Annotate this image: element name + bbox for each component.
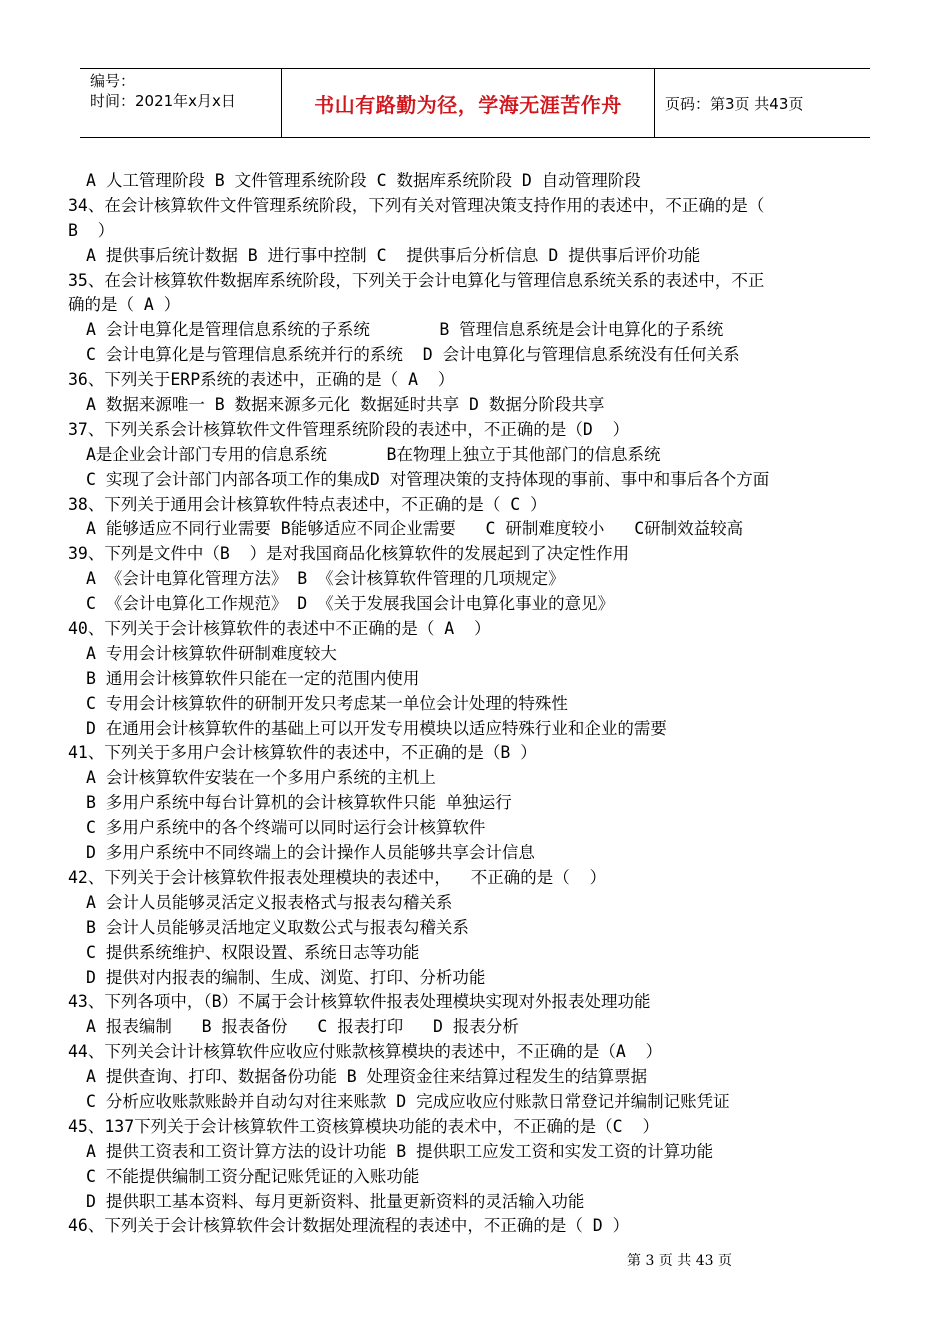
option-line: C 专用会计核算软件的研制开发只考虑某一单位会计处理的特殊性 <box>86 693 568 713</box>
option-line: D 提供对内报表的编制、生成、浏览、打印、分析功能 <box>86 967 486 987</box>
option-line: C 《会计电算化工作规范》 D 《关于发展我国会计电算化事业的意见》 <box>86 594 615 614</box>
header-left-cell <box>80 69 282 137</box>
option-line: C 提供系统维护、权限设置、系统日志等功能 <box>86 942 420 962</box>
header-motto-cell <box>282 69 655 137</box>
question-line: 41、下列关于多用户会计核算软件的表述中，不正确的是（B ） <box>68 743 537 763</box>
option-line: C 实现了会计部门内部各项工作的集成D 对管理决策的支持体现的事前、事中和事后各个方面 <box>86 469 770 489</box>
document-date-label: 时间：2021年x月x日 <box>90 92 236 110</box>
question-line: 37、下列关系会计核算软件文件管理系统阶段的表述中，不正确的是（D ） <box>68 419 630 439</box>
option-line: A 报表编制 B 报表备份 C 报表打印 D 报表分析 <box>86 1017 519 1037</box>
question-line: 46、下列关于会计核算软件会计数据处理流程的表述中，不正确的是（ D ） <box>68 1216 630 1236</box>
question-line: B ） <box>68 220 115 240</box>
question-line: 45、137下列关于会计核算软件工资核算模块功能的表术中，不正确的是（C ） <box>68 1116 659 1136</box>
option-line: A 数据来源唯一 B 数据来源多元化 数据延时共享 D 数据分阶段共享 <box>86 395 605 415</box>
option-line: A 会计电算化是管理信息系统的子系统 B 管理信息系统是会计电算化的子系统 <box>86 320 724 340</box>
header-motto: 书山有路勤为径，学海无涯苦作舟 <box>314 92 622 117</box>
question-line: 40、下列关于会计核算软件的表述中不正确的是（ A ） <box>68 619 491 639</box>
header-right-cell <box>655 69 870 137</box>
option-line: D 提供职工基本资料、每月更新资料、批量更新资料的灵活输入功能 <box>86 1191 585 1211</box>
question-line: 38、下列关于通用会计核算软件特点表述中，不正确的是（ C ） <box>68 494 547 514</box>
option-line: A 会计核算软件安装在一个多用户系统的主机上 <box>86 768 436 788</box>
option-line: A是企业会计部门专用的信息系统 B在物理上独立于其他部门的信息系统 <box>86 444 661 464</box>
option-line: A 《会计电算化管理方法》 B 《会计核算软件管理的几项规定》 <box>86 569 565 589</box>
option-line: A 会计人员能够灵活定义报表格式与报表勾稽关系 <box>86 892 453 912</box>
option-line: A 专用会计核算软件研制难度较大 <box>86 643 337 663</box>
question-line: 34、在会计核算软件文件管理系统阶段，下列有关对管理决策支持作用的表述中，不正确的是（ <box>68 195 765 215</box>
option-line: A 提供事后统计数据 B 进行事中控制 C 提供事后分析信息 D 提供事后评价功能 <box>86 245 701 265</box>
document-number-label: 编号： <box>90 72 136 90</box>
option-line: C 分析应收账款账龄并自动勾对往来账款 D 完成应收应付账款日常登记并编制记账凭证 <box>86 1091 730 1111</box>
option-line: C 多用户系统中的各个终端可以同时运行会计核算软件 <box>86 818 486 838</box>
question-line: 42、下列关于会计核算软件报表处理模块的表述中， 不正确的是（ ） <box>68 867 607 887</box>
header-page-label: 页码：第3页 共43页 <box>665 94 804 113</box>
question-list <box>68 169 888 1239</box>
option-line: A 人工管理阶段 B 文件管理系统阶段 C 数据库系统阶段 D 自动管理阶段 <box>86 171 641 190</box>
question-line: 35、在会计核算软件数据库系统阶段，下列关于会计电算化与管理信息系统关系的表述中，不正 <box>68 270 765 290</box>
question-line: 确的是（ A ） <box>68 295 181 315</box>
option-line: A 提供查询、打印、数据备份功能 B 处理资金往来结算过程发生的结算票据 <box>86 1067 648 1087</box>
option-line: D 多用户系统中不同终端上的会计操作人员能够共享会计信息 <box>86 843 535 863</box>
option-line: C 不能提供编制工资分配记账凭证的入账功能 <box>86 1166 420 1186</box>
option-line: D 在通用会计核算软件的基础上可以开发专用模块以适应特殊行业和企业的需要 <box>86 718 667 738</box>
option-line: C 会计电算化是与管理信息系统并行的系统 D 会计电算化与管理信息系统没有任何关系 <box>86 345 740 365</box>
page-header <box>80 68 870 138</box>
question-line: 36、下列关于ERP系统的表述中，正确的是（ A ） <box>68 370 455 390</box>
option-line: A 提供工资表和工资计算方法的设计功能 B 提供职工应发工资和实发工资的计算功能 <box>86 1141 714 1161</box>
question-line: 43、下列各项中，（B）不属于会计核算软件报表处理模块实现对外报表处理功能 <box>68 992 651 1012</box>
question-line: 44、下列关会计计核算软件应收应付账款核算模块的表述中，不正确的是（A ） <box>68 1042 663 1062</box>
question-line: 39、下列是文件中（B ）是对我国商品化核算软件的发展起到了决定性作用 <box>68 544 630 564</box>
option-line: A 能够适应不同行业需要 B能够适应不同企业需要 C 研制难度较小 C研制效益较高 <box>86 519 744 539</box>
option-line: B 多用户系统中每台计算机的会计核算软件只能 单独运行 <box>86 793 512 813</box>
option-line: B 通用会计核算软件只能在一定的范围内使用 <box>86 668 420 688</box>
page-footer: 第 3 页 共 43 页 <box>627 1253 732 1269</box>
option-line: B 会计人员能够灵活地定义取数公式与报表勾稽关系 <box>86 917 469 937</box>
